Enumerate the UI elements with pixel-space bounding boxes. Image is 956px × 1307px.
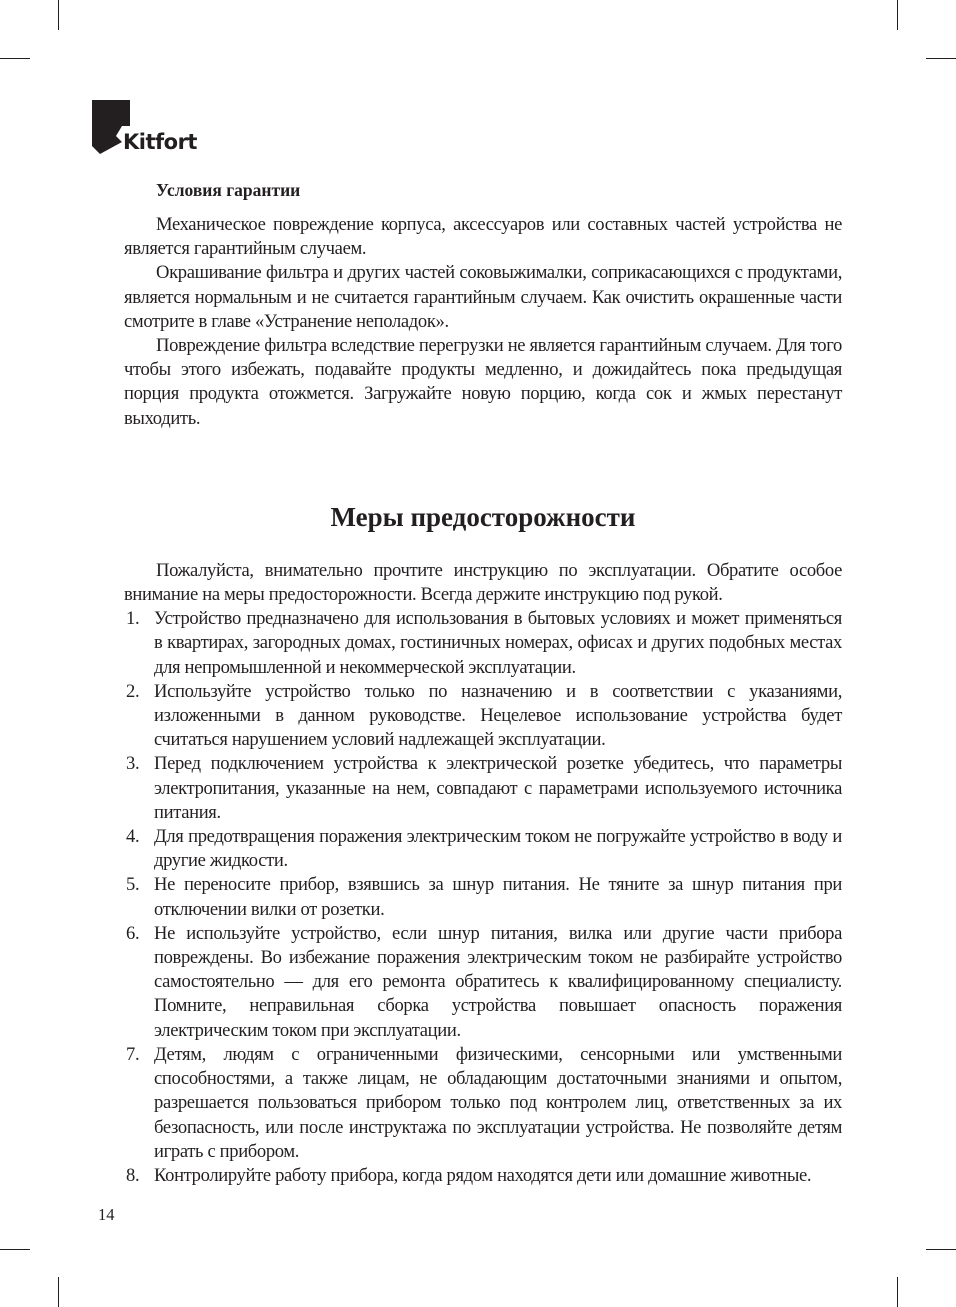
crop-mark-top-left-horizontal xyxy=(0,58,30,59)
warranty-paragraph: Механическое повреждение корпуса, аксессуаров или составных частей устройства не является гарантийным случаем. xyxy=(124,214,842,260)
list-item xyxy=(124,1164,842,1188)
crop-mark-top-right-horizontal xyxy=(926,58,956,59)
list-item xyxy=(124,607,842,680)
list-item-number: 3. xyxy=(126,753,140,775)
list-item-text: Для предотвращения поражения электрическим током не погружайте устройство в воду и другие жидкости. xyxy=(154,826,842,872)
list-item-text: Не используйте устройство, если шнур питания, вилка или другие части прибора повреждены. Во избежание поражения электрическим током не разбирайте устройство самостоятельно — для его ремонта обратитесь к квалифицированному специалисту. Помните, неправильная сборка устройства повышает опасность поражения электрическим током при эксплуатации. xyxy=(154,922,842,1041)
list-item-text: Перед подключением устройства к электрической розетке убедитесь, что параметры электропитания, указанные на нем, совпадают с параметрами используемого источника питания. xyxy=(154,753,842,823)
precautions-list xyxy=(124,607,842,1188)
precautions-intro: Пожалуйста, внимательно прочтите инструкцию по эксплуатации. Обратите особое внимание на меры предосторожности. Всегда держите инструкцию под рукой. xyxy=(124,559,842,606)
crop-mark-bottom-right-vertical xyxy=(897,1277,898,1307)
list-item xyxy=(124,922,842,1043)
list-item-text: Используйте устройство только по назначению и в соответствии с указаниями, изложенными в данном руководстве. Нецелевое использование устройства будет считаться нарушением условий надлежащей эксплуатации. xyxy=(154,680,842,751)
page-number: 14 xyxy=(98,1205,115,1224)
list-item-number: 4. xyxy=(126,826,140,848)
warranty-title: Условия гарантии xyxy=(156,180,301,200)
kitfort-logo xyxy=(92,100,202,156)
list-item-text: Контролируйте работу прибора, когда рядом находятся дети или домашние животные. xyxy=(154,1164,812,1186)
list-item xyxy=(124,1043,842,1164)
crop-mark-bottom-left-horizontal xyxy=(0,1249,30,1250)
precautions-title: Меры предосторожности xyxy=(330,501,636,532)
list-item-number: 2. xyxy=(126,680,140,702)
list-item xyxy=(124,825,842,873)
crop-mark-bottom-right-horizontal xyxy=(926,1249,956,1250)
list-item-number: 8. xyxy=(126,1164,140,1186)
list-item xyxy=(124,873,842,921)
page-content xyxy=(124,176,842,1188)
list-item-number: 1. xyxy=(126,608,140,630)
crop-mark-top-left-vertical xyxy=(58,0,59,30)
list-item xyxy=(124,752,842,825)
list-item-number: 5. xyxy=(126,874,140,896)
list-item-text: Не переносите прибор, взявшись за шнур питания. Не тяните за шнур питания при отключении вилки от розетки. xyxy=(154,874,842,920)
crop-mark-top-right-vertical xyxy=(897,0,898,30)
list-item xyxy=(124,680,842,753)
list-item-number: 7. xyxy=(126,1043,140,1065)
list-item-text: Детям, людям с ограниченными физическими, сенсорными или умственными способностями, а также лицам, не обладающим достаточными знаниями и опытом, разрешается пользоваться прибором только под контролем лиц, ответственных за их безопасность, или после инструктажа по эксплуатации устройства. Не позволяйте детям играть с прибором. xyxy=(154,1043,842,1162)
warranty-paragraph: Окрашивание фильтра и других частей соковыжималки, соприкасающихся с продуктами, является нормальным и не считается гарантийным случаем. Как очистить окрашенные части смотрите в главе «Устранение неполадок». xyxy=(124,262,842,332)
list-item-number: 6. xyxy=(126,922,140,944)
warranty-paragraph: Повреждение фильтра вследствие перегрузки не является гарантийным случаем. Для того чтобы этого избежать, подавайте продукты медленно, и дожидайтесь пока предыдущая порция продукта отожмется. Загружайте новую порцию, когда сок и жмых перестанут выходить. xyxy=(124,335,842,429)
crop-mark-bottom-left-vertical xyxy=(58,1277,59,1307)
brand-name: Kitfort xyxy=(123,130,197,154)
list-item-text: Устройство предназначено для использования в бытовых условиях и может применяться в квартирах, загородных домах, гостиничных номерах, офисах и других подобных местах для непромышленной и некоммерческой эксплуатации. xyxy=(154,608,842,678)
